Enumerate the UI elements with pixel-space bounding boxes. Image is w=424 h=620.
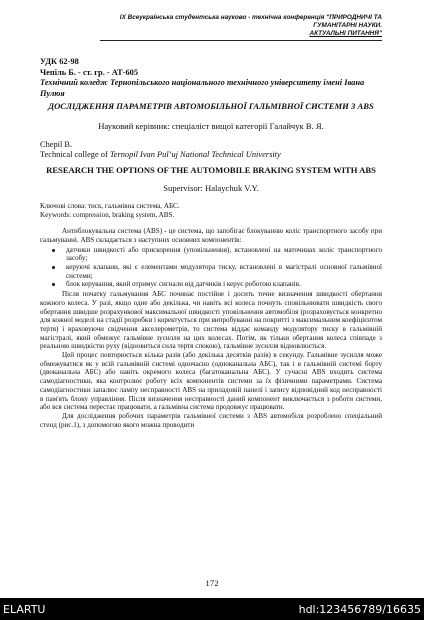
article-meta: [40, 57, 382, 99]
supervisor-en: Supervisor: Halaychuk V.Y.: [163, 183, 259, 193]
paragraph-intro: Антиблокувальна система (ABS) - це система, що запобігає блокуванню коліс транспортного засобу при гальмуванні. ABS складається з наступних основних компонентів:: [40, 227, 382, 244]
list-item: керуючі клапани, які є елементами модулятора тиску, встановлені в магістралі основної гальмівної системи;: [60, 263, 382, 280]
article-title-en: RESEARCH THE OPTIONS OF THE AUTOMOBILE BRAKING SYSTEM WITH ABS: [46, 164, 376, 175]
page-number: 172: [205, 578, 219, 588]
repository-footer: [0, 598, 424, 620]
article-body: [40, 227, 382, 429]
conference-header: [100, 14, 382, 41]
footer-repository-name: ELARTU: [3, 602, 46, 616]
udk-code: УДК 62-98: [40, 57, 79, 66]
college-en: [40, 150, 382, 161]
list-item: блок керування, який отримує сигнали від датчиків і керує роботою клапанів.: [60, 280, 382, 289]
paragraph-diagnostics: Цей процес повторюється кілька разів (або декілька десятків разів) в секунду. Гальмівне зусилля може обмежуватися як у всій гальмівній системі одночасно (одноканальна АБС), так і в гальмівній системі борту (двоканальна АБС) або навіть окремого колеса (багатоканальна АБС). У сучасні ABS входить система самодіагностики, яка контролює роботу всіх компонентів системи за їх фізичними параметрами. Система самодіагностики запалює лампу несправності ABS на приладовій панелі і запису відповідний код несправності в пам'ять блоку управління. Після визначення несправності даний компонент виключається з роботи системи, або вся система перестає працювати, а гальмівна система продовжує працювати.: [40, 351, 382, 412]
college-affiliation: Технічний коледж Тернопільського національного технічного університету імені Івана Пулюя: [40, 78, 365, 98]
college-en-italic: Ternopil Ivan Pul’uj National Technical University: [109, 150, 281, 159]
supervisor-ua: Науковий керівник: спеціаліст вищої категорії Галайчук В. Я.: [98, 120, 324, 131]
conference-title-line2: АКТУАЛЬНІ ПИТАННЯ": [309, 30, 382, 37]
paragraph-operation: Після початку гальмування АБС починає постійне і досить точне визначення швидкості обертання кожного колеса. У разі, якщо одне або декілька, чи навіть всі колеса почнуть сповільнювати швидкість свого обертання швидше розрахункової максимальної швидкості уповільнення автомобіля (розраховується конкретно для кожної моделі на стадії розробки і коректується при випробуванні на покритті з максимальним коефіцієнтом тертя) і враховуючи свідчення акселерометрів, то система віддає команду модулятору тиску в гальмівній магістралі, який обмежує гальмівне зусилля на цих колесах. Потім, як тільки обертання колеса співпаде з реальною швидкістю руху (відновиться сила тертя спокою), гальмівне зусилля відновлюється.: [40, 290, 382, 351]
author-line: Чепіль Б. - ст. гр. - АТ-605: [40, 67, 139, 77]
list-item: датчики швидкості або прискорення (уповільнення), встановлені на маточинах коліс транспортного засобу;: [60, 246, 382, 263]
keywords: [40, 202, 382, 219]
conference-title-line1: IX Всеукраїнська студентська науково - технічна конференція "ПРИРОДНИЧІ ТА ГУМАНІТАРНІ НАУКИ.: [119, 14, 382, 29]
keywords-en: Keywords: compression, braking system, ABS.: [40, 210, 175, 219]
college-en-plain: Technical college of: [40, 150, 110, 159]
paragraph-stand: Для дослідження робочих параметрів гальмівної системи з ABS автомобіля розроблено спеціальний стенд (рис.1), з допомогою якого можна проводити: [40, 411, 382, 429]
keywords-ua: Ключові слова: тиск, гальмівна система, АБС.: [40, 202, 180, 210]
author-en-block: [40, 140, 382, 161]
article-title-ua: ДОСЛІДЖЕННЯ ПАРАМЕТРІВ АВТОМОБІЛЬНОЇ ГАЛЬМІВНОЇ СИСТЕМИ З ABS: [48, 101, 374, 111]
author-en: Chepil B.: [40, 139, 73, 149]
footer-handle[interactable]: hdl:123456789/16635: [298, 602, 421, 616]
component-list: [40, 246, 382, 290]
